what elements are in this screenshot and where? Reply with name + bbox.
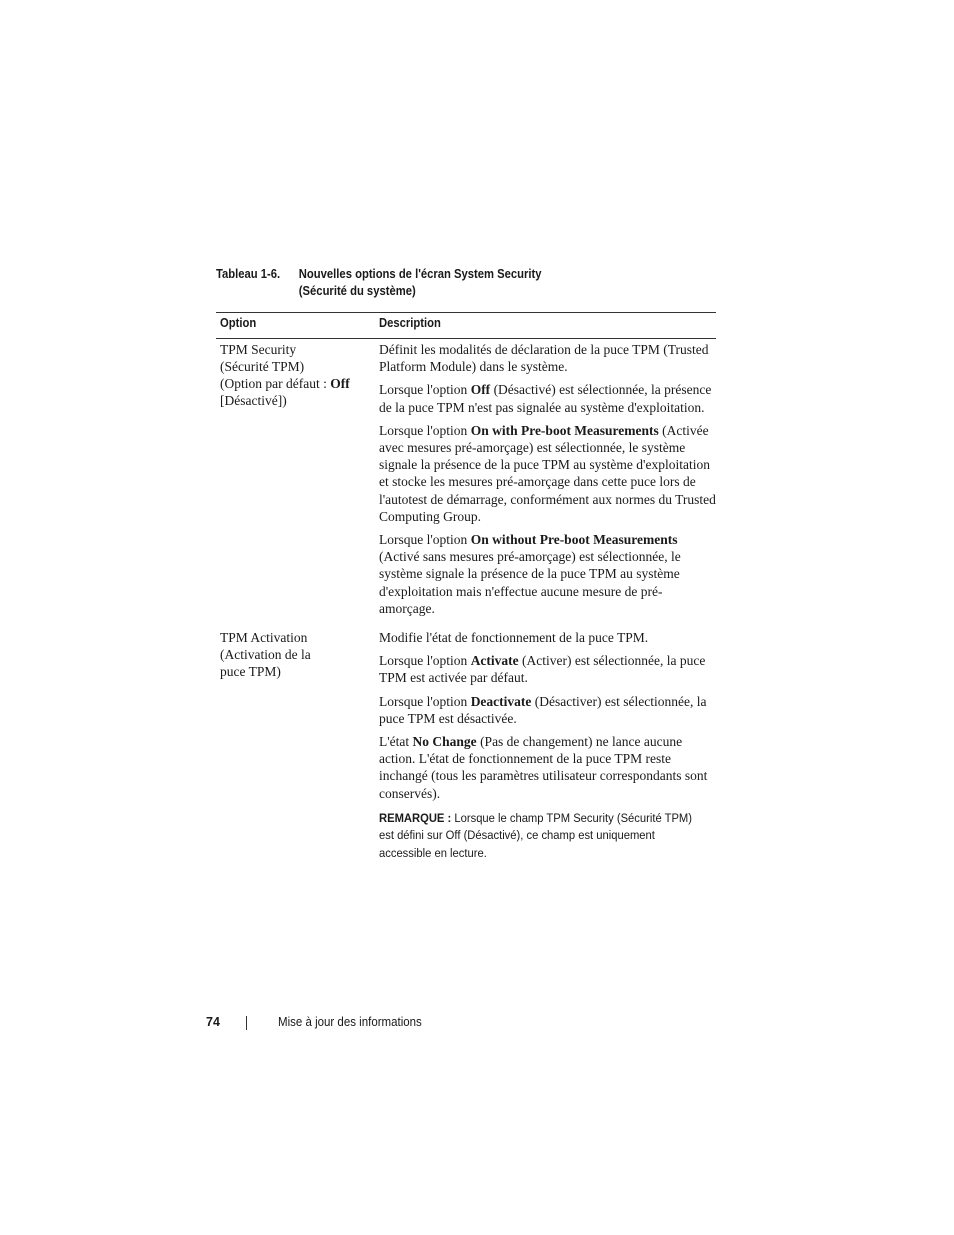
option-cell <box>216 339 379 623</box>
option-name: TPM Activation <box>220 630 308 646</box>
chapter-title: Mise à jour des informations <box>278 1015 422 1029</box>
table-row <box>216 627 716 862</box>
option-name-fr: (Activation de la <box>220 647 311 663</box>
description-paragraph: Lorsque l'option On without Pre-boot Measurements (Activé sans mesures pré-amorçage) est sélectionnée, le système signale la présence de la puce TPM au système d'exploitation mais n'effectue aucune mesure de pré-amorçage. <box>379 532 681 616</box>
description-paragraph: L'état No Change (Pas de changement) ne lance aucune action. L'état de fonctionnement de la puce TPM reste inchangé (tous les paramètres utilisateur correspondants sont conservés). <box>379 734 708 801</box>
table-number: Tableau 1-6. <box>216 267 281 281</box>
option-name-fr: (Sécurité TPM) <box>220 359 305 374</box>
description-paragraph: Lorsque l'option On with Pre-boot Measurements (Activée avec mesures pré-amorçage) est sélectionnée, le système signale la présence de la puce TPM au système d'exploitation et stocke les mesures pré-amorçage dans cette puce lors de l'autotest de démarrage, conformément aux normes du Trusted Computing Group. <box>379 422 716 524</box>
option-name-fr-2: puce TPM) <box>220 664 281 680</box>
description-paragraph: Lorsque l'option Deactivate (Désactiver) est sélectionnée, la puce TPM est désactivée. <box>379 693 707 726</box>
option-default-fr: [Désactivé]) <box>220 393 287 408</box>
header-option: Option <box>220 316 257 330</box>
description-cell <box>379 627 716 862</box>
option-default: (Option par défaut : Off <box>220 376 350 391</box>
description-paragraph: Définit les modalités de déclaration de la puce TPM (Trusted Platform Module) dans le système. <box>379 342 709 375</box>
option-name: TPM Security <box>220 342 297 357</box>
footer-separator <box>246 1016 247 1030</box>
description-paragraph: Lorsque l'option Activate (Activer) est sélectionnée, la puce TPM est activée par défaut. <box>379 653 706 686</box>
page-number: 74 <box>206 1015 220 1029</box>
note-label: REMARQUE : <box>379 810 452 825</box>
table-header <box>216 312 716 339</box>
description-paragraph: Modifie l'état de fonctionnement de la puce TPM. <box>379 630 649 646</box>
table-row <box>216 339 716 623</box>
note: REMARQUE : Lorsque le champ TPM Security (Sécurité TPM) est défini sur Off (Désactivé), ce champ est uniquement accessible en lecture. <box>379 810 693 860</box>
table-caption <box>216 266 542 300</box>
table-title: Nouvelles options de l'écran System Security <box>298 267 542 281</box>
description-cell <box>379 339 716 623</box>
table-title-line2: (Sécurité du système) <box>298 284 416 298</box>
header-description: Description <box>379 316 441 330</box>
description-paragraph: Lorsque l'option Off (Désactivé) est sélectionnée, la présence de la puce TPM n'est pas signalée au système d'exploitation. <box>379 382 712 415</box>
options-table <box>216 312 716 862</box>
option-cell <box>216 627 379 862</box>
